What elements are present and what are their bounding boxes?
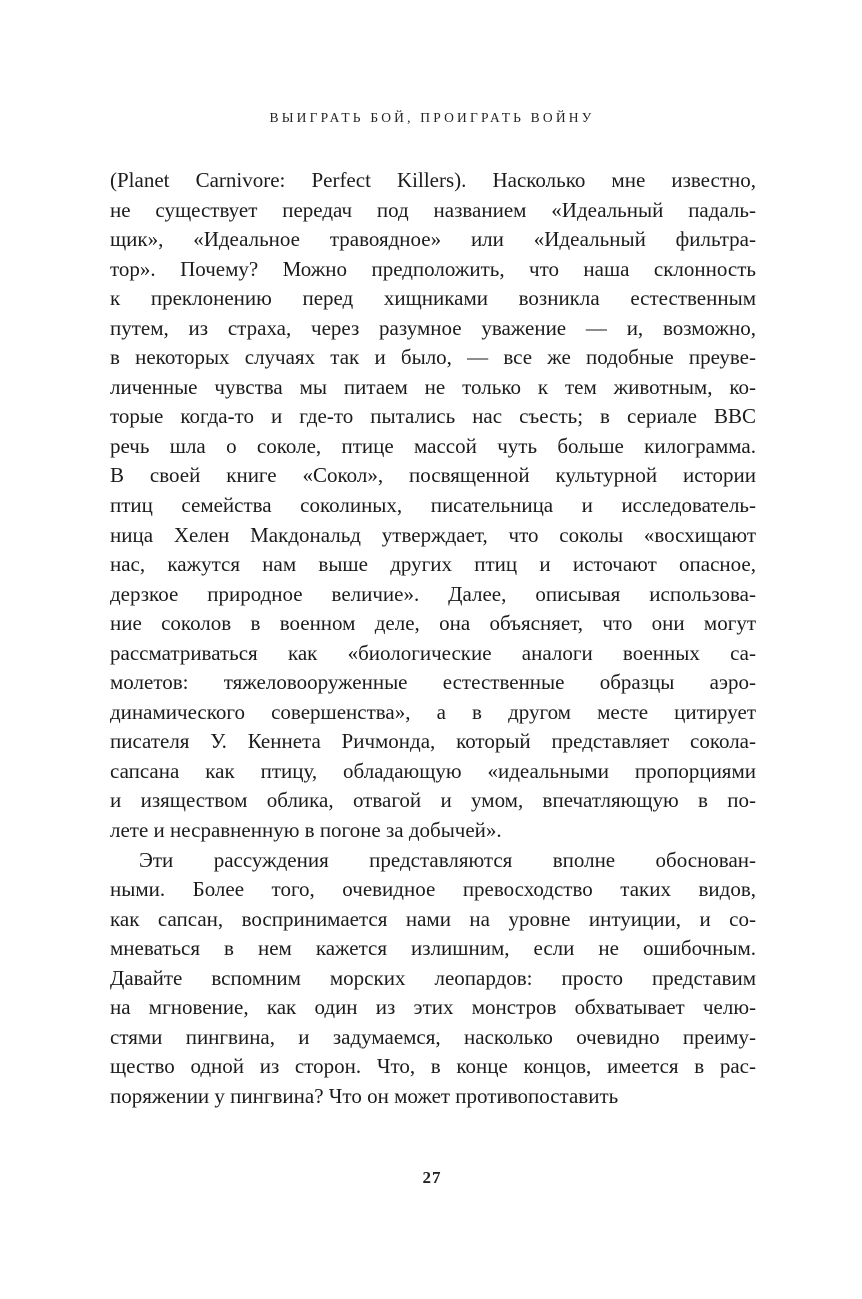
text-line: птиц семейства соколиных, писательница и исследователь- [110,493,756,518]
text-line: торые когда-то и где-то пытались нас съесть; в сериале BBC [110,404,756,429]
paragraph [110,166,756,846]
text-line: мневаться в нем кажется излишним, если не ошибочным. [110,936,756,961]
text-line: В своей книге «Сокол», посвященной культурной истории [110,463,756,488]
paragraph [110,846,756,1112]
text-line: путем, из страха, через разумное уважение — и, возможно, [110,315,756,340]
text-line: молетов: тяжеловооруженные естественные образцы аэро- [110,670,756,695]
text-line: к преклонению перед хищниками возникла естественным [110,286,756,311]
text-line: и изяществом облика, отвагой и умом, впечатляющую в по- [110,788,756,813]
text-line: поряжении у пингвина? Что он может противопоставить [110,1083,619,1108]
text-line: личенные чувства мы питаем не только к тем животным, ко- [110,374,756,399]
text-line: ница Хелен Макдональд утверждает, что соколы «восхищают [110,522,756,547]
text-line: речь шла о соколе, птице массой чуть больше килограмма. [110,433,756,458]
text-line: ние соколов в военном деле, она объясняет, что они могут [110,611,756,636]
text-line: ными. Более того, очевидное превосходство таких видов, [110,877,756,902]
text-line: тор». Почему? Можно предположить, что наша склонность [110,256,756,281]
text-line: щество одной из сторон. Что, в конце концов, имеется в рас- [110,1054,756,1079]
text-line: рассматриваться как «биологические аналоги военных са- [110,640,756,665]
running-title: ВЫИГРАТЬ БОЙ, ПРОИГРАТЬ ВОЙНУ [269,110,595,125]
text-line: в некоторых случаях так и было, — все же подобные преуве- [110,345,756,370]
text-line: не существует передач под названием «Идеальный падаль- [110,197,756,222]
text-line: дерзкое природное величие». Далее, описывая использова- [110,581,756,606]
text-line: на мгновение, как один из этих монстров обхватывает челю- [110,995,756,1020]
text-line: динамического совершенства», а в другом месте цитирует [110,699,756,724]
text-line: Давайте вспомним морских леопардов: просто представим [110,965,756,990]
text-line: (Planet Carnivore: Perfect Killers). Насколько мне известно, [110,168,756,192]
text-line: сапсана как птицу, обладающую «идеальными пропорциями [110,758,756,783]
text-line: как сапсан, воспринимается нами на уровне интуиции, и со- [110,906,756,931]
text-line: стями пингвина, и задумаемся, насколько очевидно преиму- [110,1024,756,1049]
text-line: лете и несравненную в погоне за добычей». [110,818,502,843]
text-line: писателя У. Кеннета Ричмонда, который представляет сокола- [110,729,756,754]
text-line: щик», «Идеальное травоядное» или «Идеальный фильтра- [110,227,756,252]
page-number: 27 [422,1168,442,1187]
page-body [110,166,756,1112]
text-line: Эти рассуждения представляются вполне обоснован- [139,847,756,872]
text-line: нас, кажутся нам выше других птиц и источают опасное, [110,552,756,577]
